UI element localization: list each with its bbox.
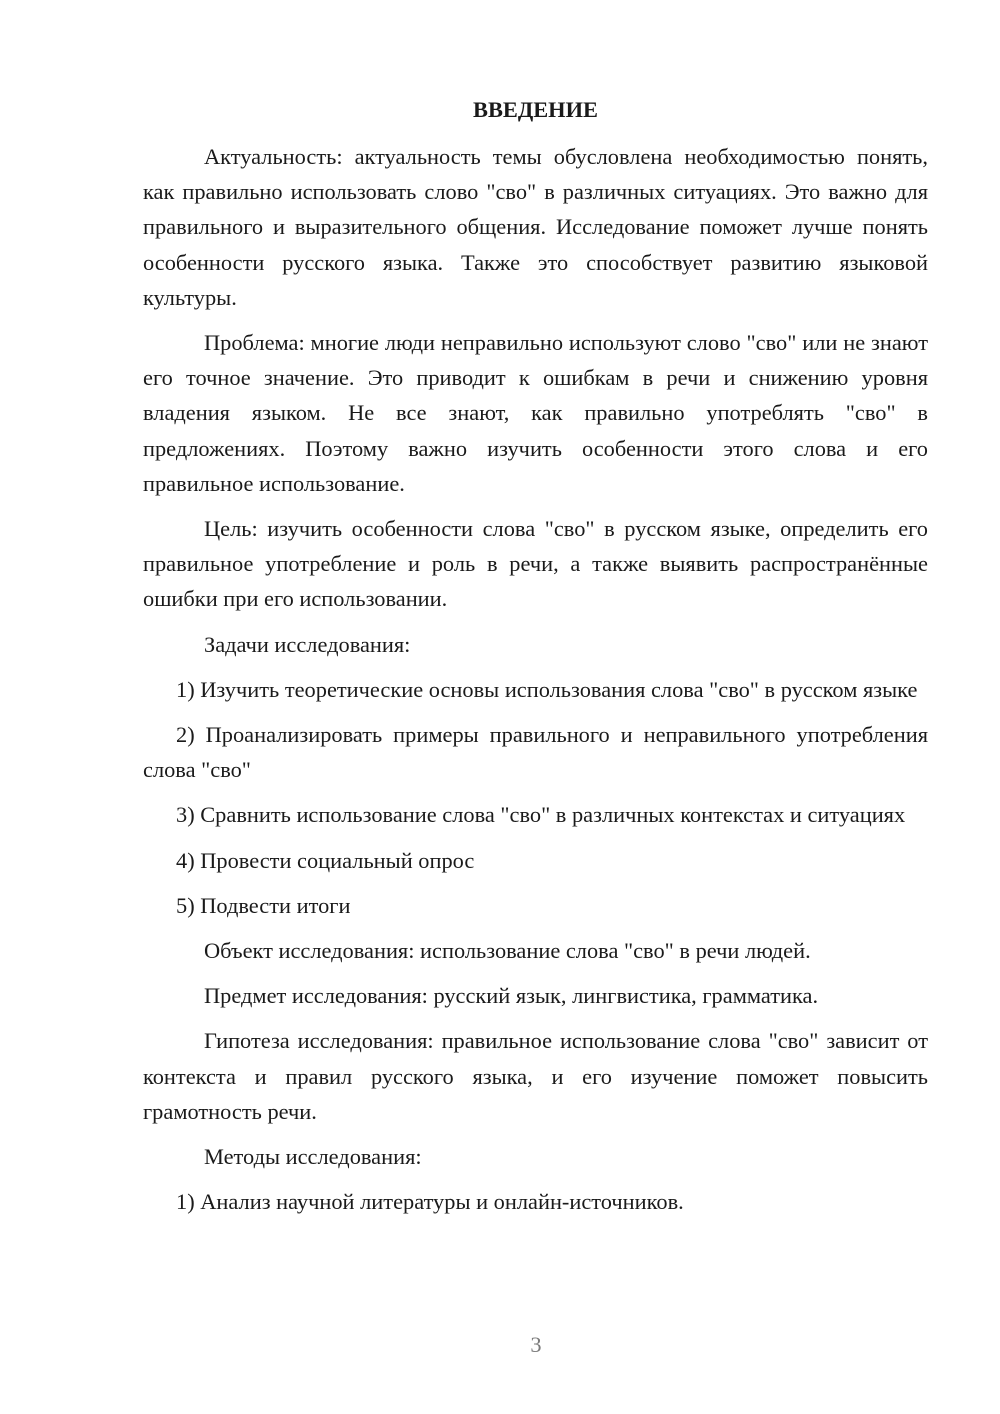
hypothesis-paragraph: Гипотеза исследования: правильное использование слова "сво" зависит от контекста и правил русского языка, и его изучение поможет повысить грамотность речи.: [143, 1028, 928, 1124]
task-item: 2) Проанализировать примеры правильного и неправильного употребления слова "сво": [143, 722, 928, 783]
methods-heading: Методы исследования:: [204, 1144, 422, 1170]
page-number: 3: [530, 1332, 542, 1357]
task-item: 5) Подвести итоги: [176, 892, 351, 918]
task-item: 1) Изучить теоретические основы использования слова "сво" в русском языке: [176, 676, 918, 702]
relevance-paragraph: Актуальность: актуальность темы обусловлена необходимостью понять, как правильно использовать слово "сво" в различных ситуациях. Это важно для правильного и выразительного общения. Исследование поможет лучше понять особенности русского языка. Также это способствует развитию языковой культуры.: [143, 144, 928, 310]
object-paragraph: Объект исследования: использование слова "сво" в речи людей.: [204, 938, 811, 964]
goal-paragraph: Цель: изучить особенности слова "сво" в русском языке, определить его правильное употребление и роль в речи, а также выявить распространённые ошибки при его использовании.: [143, 516, 928, 612]
task-item: 4) Провести социальный опрос: [176, 847, 475, 873]
task-item: 3) Сравнить использование слова "сво" в различных контекстах и ситуациях: [176, 802, 906, 828]
section-title: ВВЕДЕНИЕ: [473, 97, 598, 122]
subject-paragraph: Предмет исследования: русский язык, лингвистика, грамматика.: [204, 983, 819, 1009]
problem-paragraph: Проблема: многие люди неправильно используют слово "сво" или не знают его точное значение. Это приводит к ошибкам в речи и снижению уровня владения языком. Не все знают, как правильно употреблять "сво" в предложениях. Поэтому важно изучить особенности этого слова и его правильное использование.: [143, 330, 928, 496]
method-item: 1) Анализ научной литературы и онлайн-источников.: [176, 1189, 684, 1215]
document-page: [143, 92, 928, 1229]
tasks-heading: Задачи исследования:: [204, 631, 411, 657]
